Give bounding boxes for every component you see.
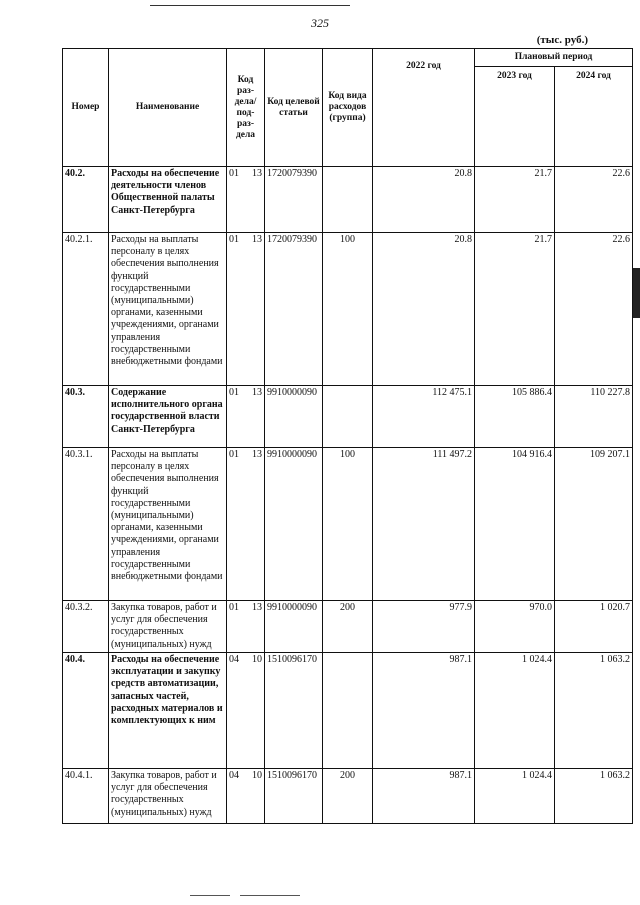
row-2023: 1 024.4 bbox=[475, 769, 555, 824]
budget-table bbox=[62, 48, 633, 824]
header-plan-period: Плановый период bbox=[475, 49, 633, 67]
row-podrazdel-code: 10 bbox=[252, 654, 262, 665]
row-2024: 22.6 bbox=[555, 167, 633, 233]
header-2022: 2022 год bbox=[373, 49, 475, 167]
row-2022: 987.1 bbox=[373, 769, 475, 824]
table-row bbox=[63, 653, 633, 769]
row-razdel bbox=[227, 386, 265, 448]
row-2024: 1 020.7 bbox=[555, 601, 633, 653]
table-row bbox=[63, 167, 633, 233]
row-name: Расходы на обеспечение деятельности членов Общественной палаты Санкт-Петербурга bbox=[109, 167, 227, 233]
row-name: Содержание исполнительного органа государственной власти Санкт-Петербурга bbox=[109, 386, 227, 448]
table-row bbox=[63, 769, 633, 824]
row-vid: 100 bbox=[323, 233, 373, 386]
row-vid bbox=[323, 386, 373, 448]
row-2024: 22.6 bbox=[555, 233, 633, 386]
row-number: 40.4. bbox=[63, 653, 109, 769]
row-vid: 100 bbox=[323, 448, 373, 601]
table-row bbox=[63, 601, 633, 653]
top-rule bbox=[150, 5, 350, 6]
row-2022: 20.8 bbox=[373, 167, 475, 233]
row-razdel bbox=[227, 653, 265, 769]
row-podrazdel-code: 13 bbox=[252, 168, 262, 179]
row-2022: 112 475.1 bbox=[373, 386, 475, 448]
row-2022: 111 497.2 bbox=[373, 448, 475, 601]
row-target: 1720079390 bbox=[265, 167, 323, 233]
header-vid: Код вида расходов (группа) bbox=[323, 49, 373, 167]
row-vid: 200 bbox=[323, 769, 373, 824]
row-razdel-code: 04 bbox=[229, 654, 239, 665]
row-podrazdel-code: 13 bbox=[252, 387, 262, 398]
bottom-rule bbox=[240, 895, 300, 896]
row-2022: 20.8 bbox=[373, 233, 475, 386]
row-2023: 21.7 bbox=[475, 167, 555, 233]
row-target: 1510096170 bbox=[265, 653, 323, 769]
row-podrazdel-code: 13 bbox=[252, 602, 262, 613]
row-razdel bbox=[227, 233, 265, 386]
row-name: Расходы на обеспечение эксплуатации и закупку средств автоматизации, запасных частей, расходных материалов и комплектующих к ним bbox=[109, 653, 227, 769]
row-razdel-code: 01 bbox=[229, 602, 239, 613]
header-2023: 2023 год bbox=[475, 67, 555, 167]
row-razdel bbox=[227, 769, 265, 824]
row-name: Закупка товаров, работ и услуг для обеспечения государственных (муниципальных) нужд bbox=[109, 769, 227, 824]
page-number: 325 bbox=[311, 16, 329, 30]
row-target: 1510096170 bbox=[265, 769, 323, 824]
table-row bbox=[63, 386, 633, 448]
header-name: Наименование bbox=[109, 49, 227, 167]
row-vid: 200 bbox=[323, 601, 373, 653]
row-razdel-code: 01 bbox=[229, 234, 239, 245]
row-number: 40.2.1. bbox=[63, 233, 109, 386]
row-2023: 104 916.4 bbox=[475, 448, 555, 601]
row-number: 40.3.1. bbox=[63, 448, 109, 601]
table-row bbox=[63, 448, 633, 601]
row-name: Расходы на выплаты персоналу в целях обеспечения выполнения функций государственными (муниципальными) органами, казенными учреждениями, органами управления государственными внебюджетными фондами bbox=[109, 233, 227, 386]
row-vid bbox=[323, 167, 373, 233]
row-razdel-code: 01 bbox=[229, 449, 239, 460]
row-target: 1720079390 bbox=[265, 233, 323, 386]
row-2022: 977.9 bbox=[373, 601, 475, 653]
row-2024: 109 207.1 bbox=[555, 448, 633, 601]
row-number: 40.4.1. bbox=[63, 769, 109, 824]
row-target: 9910000090 bbox=[265, 448, 323, 601]
row-target: 9910000090 bbox=[265, 386, 323, 448]
row-razdel-code: 01 bbox=[229, 387, 239, 398]
row-target: 9910000090 bbox=[265, 601, 323, 653]
row-number: 40.3.2. bbox=[63, 601, 109, 653]
row-2024: 1 063.2 bbox=[555, 769, 633, 824]
units-label: (тыс. руб.) bbox=[536, 34, 588, 46]
row-podrazdel-code: 13 bbox=[252, 234, 262, 245]
row-razdel-code: 04 bbox=[229, 770, 239, 781]
bottom-rule bbox=[190, 895, 230, 896]
row-vid bbox=[323, 653, 373, 769]
row-razdel-code: 01 bbox=[229, 168, 239, 179]
row-podrazdel-code: 10 bbox=[252, 770, 262, 781]
scan-edge-mark bbox=[633, 268, 640, 318]
row-2023: 105 886.4 bbox=[475, 386, 555, 448]
row-name: Закупка товаров, работ и услуг для обеспечения государственных (муниципальных) нужд bbox=[109, 601, 227, 653]
row-razdel bbox=[227, 167, 265, 233]
row-2023: 21.7 bbox=[475, 233, 555, 386]
row-number: 40.3. bbox=[63, 386, 109, 448]
row-name: Расходы на выплаты персоналу в целях обеспечения выполнения функций государственными (муниципальными) органами, казенными учреждениями, органами управления государственными внебюджетными фондами bbox=[109, 448, 227, 601]
table-row bbox=[63, 233, 633, 386]
row-podrazdel-code: 13 bbox=[252, 449, 262, 460]
row-razdel bbox=[227, 601, 265, 653]
row-razdel bbox=[227, 448, 265, 601]
row-2022: 987.1 bbox=[373, 653, 475, 769]
header-razdel: Код раз-дела/ под-раз-дела bbox=[227, 49, 265, 167]
row-2023: 1 024.4 bbox=[475, 653, 555, 769]
row-number: 40.2. bbox=[63, 167, 109, 233]
row-2024: 1 063.2 bbox=[555, 653, 633, 769]
header-target: Код целевой статьи bbox=[265, 49, 323, 167]
header-number: Номер bbox=[63, 49, 109, 167]
row-2024: 110 227.8 bbox=[555, 386, 633, 448]
row-2023: 970.0 bbox=[475, 601, 555, 653]
header-2024: 2024 год bbox=[555, 67, 633, 167]
